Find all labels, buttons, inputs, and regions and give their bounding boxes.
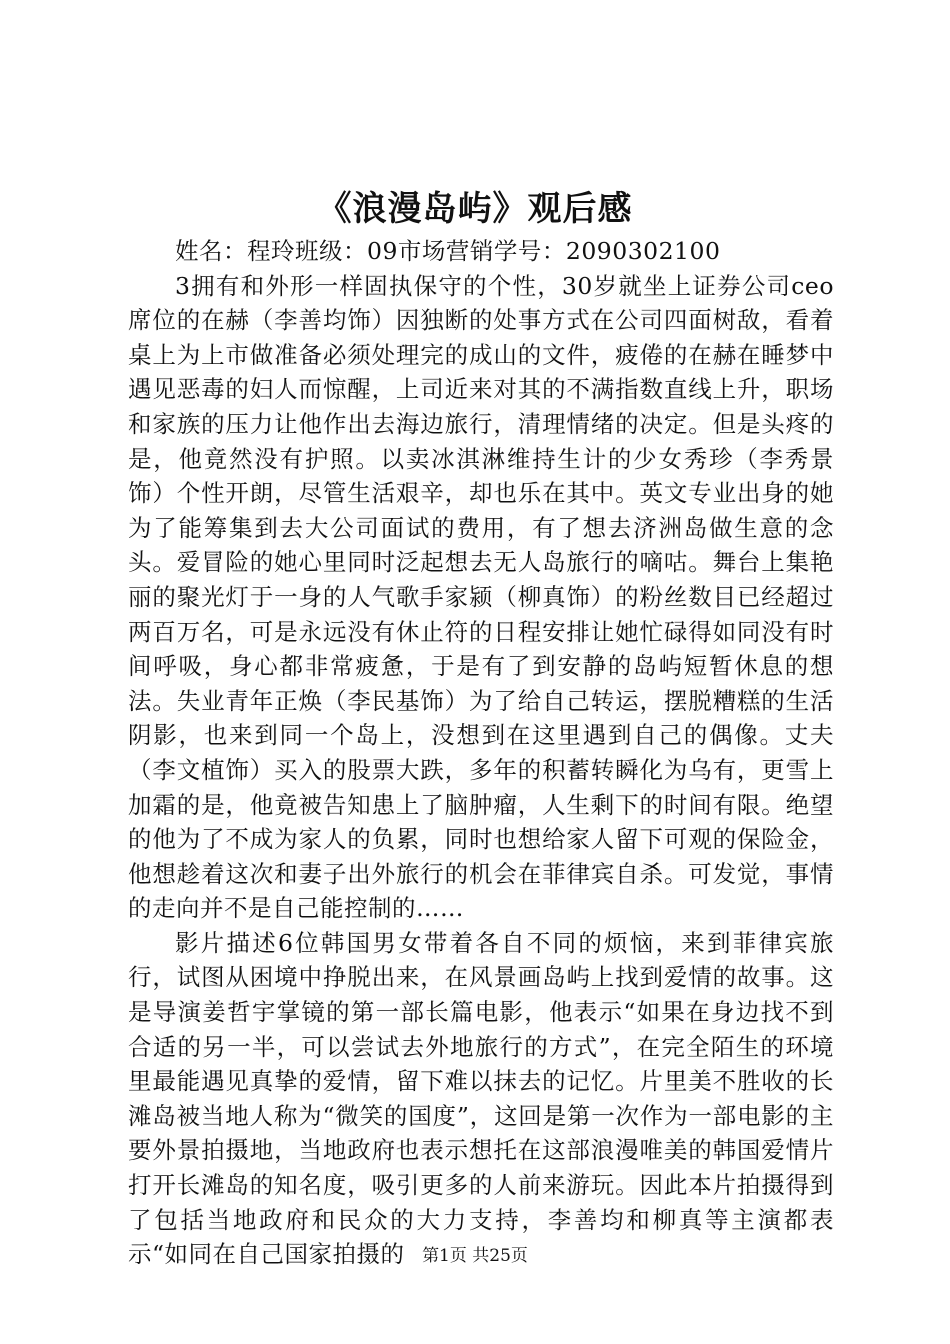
page-number-footer: 第1页 共25页 — [422, 1246, 528, 1266]
author-line: 姓名：程玲班级：09市场营销学号：2090302100 — [175, 237, 721, 265]
document-title: 《浪漫岛屿》观后感 — [317, 189, 633, 229]
paragraph-1: 3拥有和外形一样固执保守的个性，30岁就坐上证券公司ceo席位的在赫（李善均饰）因独断的处事方式在公司四面树敌，看着桌上为上市做准备必须处理完的成山的文件，疲倦的在赫在睡梦中遇见恶毒的妇人而惊醒，上司近来对其的不满指数直线上升，职场和家族的压力让他作出去海边旅行，清理情绪的决定。但是头疼的是，他竟然没有护照。以卖冰淇淋维持生计的少女秀珍（李秀景饰）个性开朗，尽管生活艰辛，却也乐在其中。英文专业出身的她为了能筹集到去大公司面试的费用，有了想去济洲岛做生意的念头。爱冒险的她心里同时泛起想去无人岛旅行的嘀咕。舞台上集艳丽的聚光灯于一身的人气歌手家颍（柳真饰）的粉丝数目已经超过两百万名，可是永远没有休止符的日程安排让她忙碌得如同没有时间呼吸，身心都非常疲惫，于是有了到安静的岛屿短暂休息的想法。失业青年正焕（李民基饰）为了给自己转运，摆脱糟糕的生活阴影，也来到同一个岛上，没想到在这里遇到自己的偶像。丈夫（李文植饰）买入的股票大跌，多年的积蓄转瞬化为乌有，更雪上加霜的是，他竟被告知患上了脑肿瘤，人生剩下的时间有限。绝望的他为了不成为家人的负累，同时也想给家人留下可观的保险金，他想趁着这次和妻子出外旅行的机会在菲律宾自杀。可发觉，事情的走向并不是自己能控制的…… — [128, 271, 834, 923]
document-body — [128, 234, 834, 1272]
paragraph-2: 影片描述6位韩国男女带着各自不同的烦恼，来到菲律宾旅行，试图从困境中挣脱出来，在风景画岛屿上找到爱情的故事。这是导演姜哲宇掌镜的第一部长篇电影，他表示“如果在身边找不到合适的另一半，可以尝试去外地旅行的方式”，在完全陌生的环境里最能遇见真挚的爱情，留下难以抹去的记忆。片里美不胜收的长滩岛被当地人称为“微笑的国度”，这回是第一次作为一部电影的主要外景拍摄地，当地政府也表示想托在这部浪漫唯美的韩国爱情片打开长滩岛的知名度，吸引更多的人前来游玩。因此本片拍摄得到了包括当地政府和民众的大力支持，李善均和柳真等主演都表示“如同在自己国家拍摄的 — [128, 928, 834, 1269]
